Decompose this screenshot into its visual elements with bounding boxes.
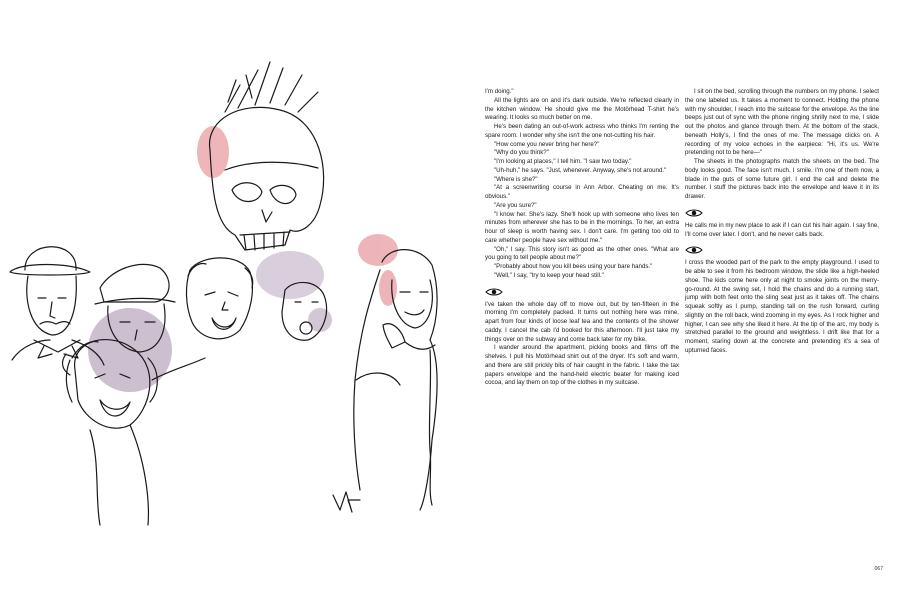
page-number: 067 — [874, 566, 883, 572]
eye-icon — [485, 287, 503, 297]
paragraph: He calls me in my new place to ask if I can cut his hair again. I say fine, I'll come over later. I don't, and he never calls back. — [685, 221, 879, 238]
paragraph: "Uh-huh," he says. "Just, whenever. Anyway, she's not around." — [494, 166, 667, 174]
text-column-left — [485, 88, 679, 388]
column-right-section-c — [685, 259, 879, 355]
paragraph: "Probably about how you kill bees using your bare hands." — [494, 263, 653, 270]
column-right-section-b — [685, 222, 879, 240]
paragraph: "I'm looking at places," I tell him. "I saw two today." — [494, 158, 632, 165]
ink-illustration — [0, 40, 470, 530]
paragraph: "Why do you think?" — [494, 149, 549, 157]
paragraph: I'm doing." — [485, 88, 514, 95]
paragraph: "At a screenwriting course in Ann Arbor. Cheating on me. It's obvious." — [485, 184, 679, 200]
curly-hair-face-drawing — [186, 258, 252, 339]
column-left-section-b — [485, 301, 679, 389]
eye-icon — [685, 208, 703, 218]
ink-lines — [10, 62, 437, 525]
paragraph: I cross the wooded part of the park to the empty playground. I used to be able to see it from his bedroom window, the slide like a high-heeled shoe. The kids come here only at night to smoke joints on the merry-go-round. At the swing set, I hold the chains and do a running start, jump with both feet onto the sling seat just as it takes off. The chains squeak softly as I pump, standing tall on the rush forward, curling slightly on the roll back, wind zooming in my eyes. As I rock higher and higher, I can see why she liked it here. At the tip of the arc, my body is stretched parallel to the ground and weightless. I drift like that for a moment, staring down at the concrete and pretending it's a sea of upturned faces. — [685, 259, 879, 354]
paragraph: "Oh," I say. This story isn't as good as the other ones. "What are you going to tell people about me?" — [485, 245, 679, 262]
paragraph: The sheets in the photographs match the sheets on the bed. The body looks good. The face isn't much. I smile. I'm one of them now, a blade in the guts of some future girl. I end the call and delete the number. I stuff the pictures back into the envelope and leave it in its drawer. — [685, 158, 879, 200]
paragraph: "Where is she?" — [494, 175, 538, 183]
artist-scribble — [333, 492, 360, 512]
eye-icon — [685, 245, 703, 255]
paragraph: I've taken the whole day off to move out, but by ten-fifteen in the morning I'm completely packed. It turns out nothing here was mine, apart from four kinds of loose leaf tea and the contents of the shower caddy. I cancel the cab I'd booked for this afternoon. I'll just take my things over on the subway and come back later for my bike. — [485, 300, 679, 343]
column-right-section-a — [685, 88, 879, 202]
paragraph: "How come you never bring her here?" — [494, 140, 600, 148]
paragraph: I sit on the bed, scrolling through the numbers on my phone. I select the one labeled us. It takes a moment to connect. Holding the phone with my shoulder, I reach into the suitcase for the envelope. As the line beeps just out of sync with the phone ringing shrilly next to me, I slide out the photos and glance through them. At the bottom of the stack, beneath Holly's, I find the ones of me. The message clicks on. A recording of my voice echoes in the earpiece: "Hi, it's us. We're pretending not to be here—" — [685, 88, 879, 157]
watercolor-washes — [88, 126, 398, 392]
paragraph: "Well," I say, "try to keep your head still." — [494, 271, 604, 279]
column-left-section-a — [485, 88, 679, 281]
paragraph: I wander around the apartment, picking books and films off the shelves. I pull his Motörhead shirt out of the dryer. It's soft and warm, and there are still prickly bits of hair caught in the fabric. I take the tax papers envelope and the hand-held electric beater for making iced cocoa, and lay them on top of the clothes in my suitcase. — [485, 344, 679, 387]
paragraph: "I know her. She's lazy. She'll hook up with someone who lives ten minutes from wherever she has to be in the mornings. To her, an extra hour of sleep is worth having sex. I don't care. I'm getting too old to care whether people have sex without me." — [485, 210, 679, 244]
paragraph: He's been dating an out-of-work actress who thinks I'm renting the spare room. I wonder why she isn't the one not-cutting his hair. — [485, 123, 679, 139]
paragraph: All the lights are on and it's dark outside. We're reflected clearly in the kitchen window. He should give me the Motörhead T-shirt he's wearing. It looks so much better on me. — [485, 96, 679, 122]
paragraph: "Are you sure?" — [494, 201, 537, 209]
text-column-right — [685, 88, 879, 356]
